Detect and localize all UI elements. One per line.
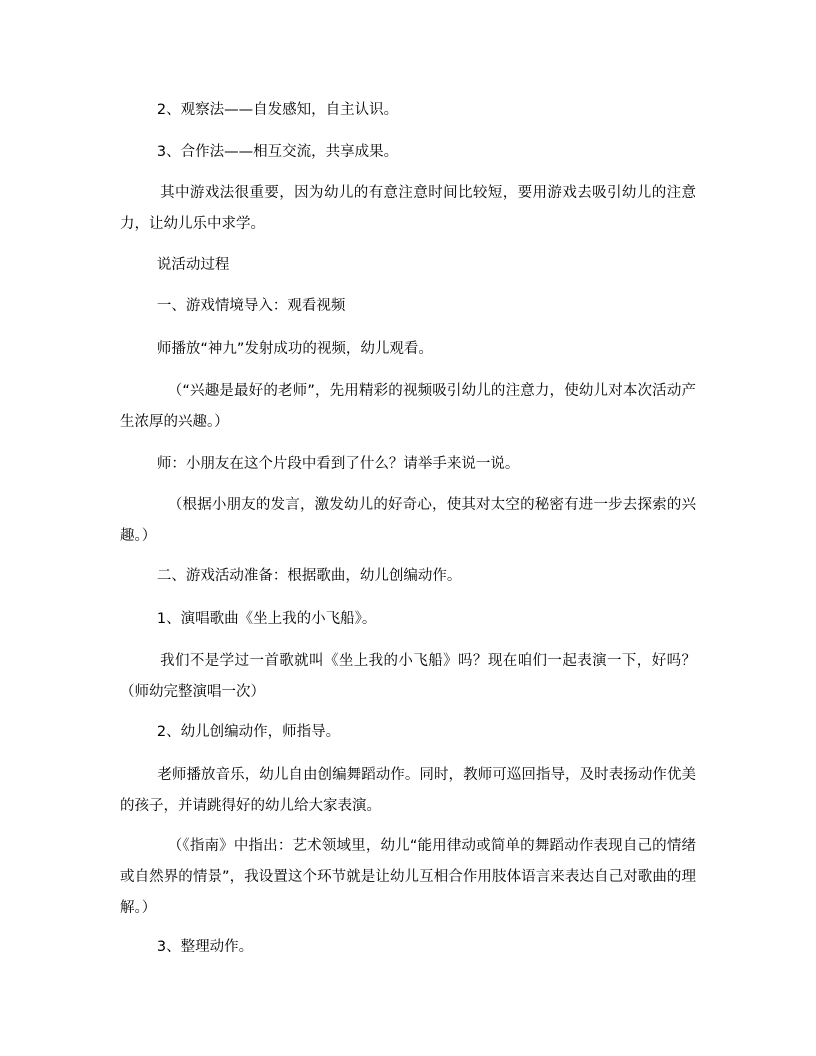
paragraph-play-music: 老师播放音乐，幼儿自由创编舞蹈动作。同时，教师可巡回指导，及时表扬动作优美的孩子，并请跳得好的幼儿给大家表演。 <box>120 767 697 814</box>
paragraph-song-review: 我们不是学过一首歌就叫《坐上我的小飞船》吗？现在咱们一起表演一下，好吗？（师幼完整演唱一次） <box>120 653 696 700</box>
paragraph-teacher-question: 师：小朋友在这个片段中看到了什么？请举手来说一说。 <box>120 456 520 472</box>
paragraph-guide-note: （《指南》中指出：艺术领域里，幼儿“能用律动或简单的舞蹈动作表现自己的情绪或自然界的情景”，我设置这个环节就是让幼儿互相合作用肢体语言来表达自己对歌曲的理解。） <box>120 838 697 916</box>
paragraph-sing-song: 1、演唱歌曲《坐上我的小飞船》。 <box>120 611 377 627</box>
section-heading-activity-process: 说活动过程 <box>120 257 230 273</box>
step-heading-game-preparation: 二、游戏活动准备：根据歌曲，幼儿创编动作。 <box>120 568 462 584</box>
paragraph-curiosity-note: （根据小朋友的发言，激发幼儿的好奇心，使其对太空的秘密有进一步去探索的兴趣。） <box>120 497 697 544</box>
paragraph-create-moves: 2、幼儿创编动作，师指导。 <box>120 724 341 740</box>
step-heading-game-intro: 一、游戏情境导入：观看视频 <box>120 298 346 314</box>
paragraph-organize-moves: 3、整理动作。 <box>120 939 254 955</box>
paragraph-play-video: 师播放“神九”发射成功的视频，幼儿观看。 <box>120 341 433 357</box>
paragraph-observation-method: 2、观察法——自发感知，自主认识。 <box>120 102 399 118</box>
paragraph-game-method-note: 其中游戏法很重要，因为幼儿的有意注意时间比较短，要用游戏去吸引幼儿的注意力，让幼儿乐中求学。 <box>120 185 696 232</box>
paragraph-cooperation-method: 3、合作法——相互交流，共享成果。 <box>120 144 399 160</box>
paragraph-interest-note: （“兴趣是最好的老师”，先用精彩的视频吸引幼儿的注意力，使幼儿对本次活动产生浓厚的兴趣。） <box>120 383 696 430</box>
